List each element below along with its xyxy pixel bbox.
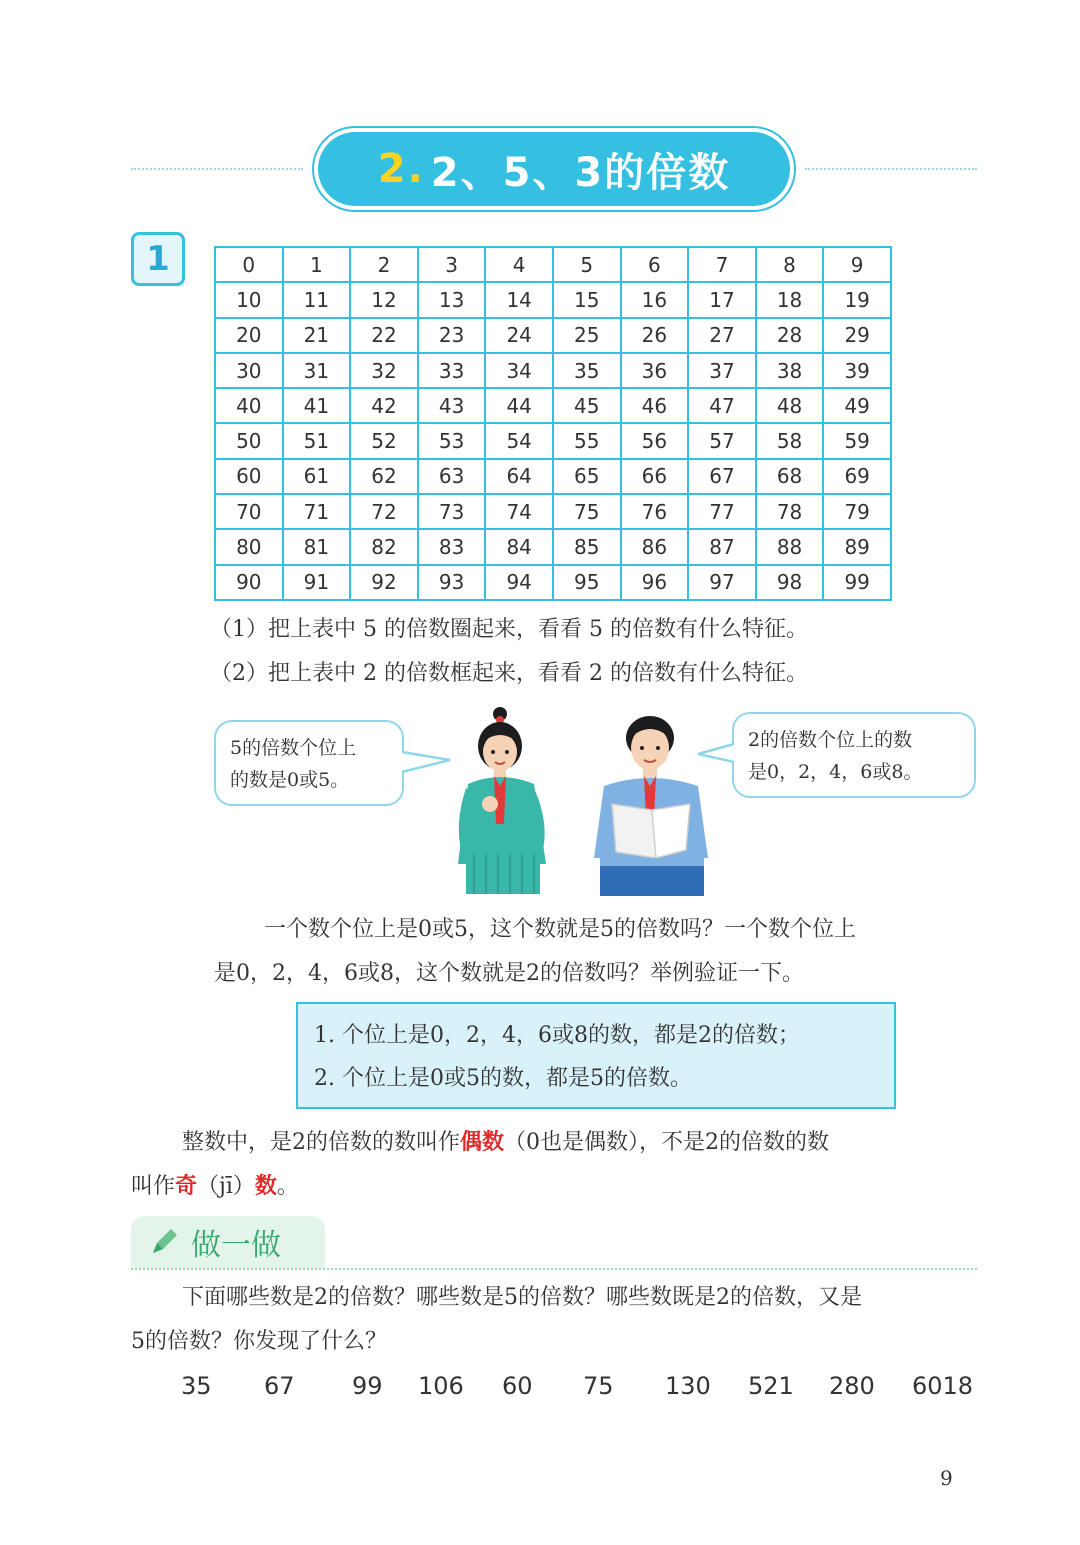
table-cell: 22 xyxy=(350,318,418,353)
table-cell: 93 xyxy=(418,565,486,600)
practice-number: 280 xyxy=(829,1372,875,1400)
table-cell: 77 xyxy=(688,494,756,529)
section-number: 2. xyxy=(377,146,425,192)
odd-number-term-char-2: 数 xyxy=(254,1173,277,1199)
practice-line-1: 下面哪些数是2的倍数？哪些数是5的倍数？哪些数既是2的倍数，又是 xyxy=(182,1285,862,1310)
table-cell: 64 xyxy=(485,459,553,494)
table-cell: 85 xyxy=(553,529,621,564)
table-cell: 78 xyxy=(756,494,824,529)
table-cell: 44 xyxy=(485,388,553,423)
table-cell: 67 xyxy=(688,459,756,494)
table-cell: 33 xyxy=(418,353,486,388)
table-cell: 8 xyxy=(756,247,824,282)
table-cell: 96 xyxy=(621,565,689,600)
table-cell: 7 xyxy=(688,247,756,282)
table-cell: 28 xyxy=(756,318,824,353)
girl-speech-line-1: 5的倍数个位上 xyxy=(230,737,357,759)
table-cell: 86 xyxy=(621,529,689,564)
question-1: （1）把上表中 5 的倍数圈起来，看看 5 的倍数有什么特征。 xyxy=(210,617,808,642)
rule-2: 2. 个位上是0或5的数，都是5的倍数。 xyxy=(314,1066,692,1091)
table-cell: 70 xyxy=(215,494,283,529)
table-cell: 73 xyxy=(418,494,486,529)
table-cell: 19 xyxy=(823,282,891,317)
table-cell: 99 xyxy=(823,565,891,600)
table-cell: 79 xyxy=(823,494,891,529)
table-cell: 31 xyxy=(283,353,351,388)
table-cell: 42 xyxy=(350,388,418,423)
table-cell: 59 xyxy=(823,423,891,458)
table-row xyxy=(215,423,891,458)
table-cell: 29 xyxy=(823,318,891,353)
pencil-icon xyxy=(147,1225,181,1259)
section-title-text: 2、5、3的倍数 xyxy=(430,149,731,196)
table-cell: 54 xyxy=(485,423,553,458)
table-cell: 84 xyxy=(485,529,553,564)
table-cell: 88 xyxy=(756,529,824,564)
table-cell: 23 xyxy=(418,318,486,353)
table-cell: 1 xyxy=(283,247,351,282)
practice-number: 67 xyxy=(264,1372,295,1400)
table-cell: 58 xyxy=(756,423,824,458)
hundred-chart-table xyxy=(214,246,892,601)
practice-number: 60 xyxy=(502,1372,533,1400)
table-cell: 69 xyxy=(823,459,891,494)
table-cell: 60 xyxy=(215,459,283,494)
table-cell: 13 xyxy=(418,282,486,317)
boy-illustration xyxy=(590,708,714,898)
table-cell: 87 xyxy=(688,529,756,564)
table-cell: 72 xyxy=(350,494,418,529)
table-row xyxy=(215,282,891,317)
table-row xyxy=(215,529,891,564)
girl-bubble-tail xyxy=(400,748,452,778)
table-cell: 65 xyxy=(553,459,621,494)
table-cell: 6 xyxy=(621,247,689,282)
table-row xyxy=(215,318,891,353)
practice-number: 521 xyxy=(748,1372,794,1400)
table-cell: 9 xyxy=(823,247,891,282)
table-cell: 14 xyxy=(485,282,553,317)
girl-speech-bubble xyxy=(214,720,404,806)
table-cell: 74 xyxy=(485,494,553,529)
section-title xyxy=(318,132,790,206)
table-cell: 80 xyxy=(215,529,283,564)
table-cell: 92 xyxy=(350,565,418,600)
question-line-2: 是0，2，4，6或8，这个数就是2的倍数吗？举例验证一下。 xyxy=(214,961,804,986)
table-cell: 48 xyxy=(756,388,824,423)
table-cell: 43 xyxy=(418,388,486,423)
table-row xyxy=(215,353,891,388)
table-cell: 20 xyxy=(215,318,283,353)
practice-divider xyxy=(131,1268,977,1270)
boy-speech-bubble xyxy=(732,712,976,798)
table-cell: 39 xyxy=(823,353,891,388)
table-cell: 94 xyxy=(485,565,553,600)
table-cell: 15 xyxy=(553,282,621,317)
table-cell: 12 xyxy=(350,282,418,317)
table-cell: 2 xyxy=(350,247,418,282)
table-cell: 49 xyxy=(823,388,891,423)
table-cell: 98 xyxy=(756,565,824,600)
table-cell: 66 xyxy=(621,459,689,494)
table-cell: 3 xyxy=(418,247,486,282)
table-cell: 38 xyxy=(756,353,824,388)
table-cell: 53 xyxy=(418,423,486,458)
table-cell: 41 xyxy=(283,388,351,423)
girl-speech-line-2: 的数是0或5。 xyxy=(230,769,350,791)
table-cell: 56 xyxy=(621,423,689,458)
practice-number: 75 xyxy=(583,1372,614,1400)
table-cell: 82 xyxy=(350,529,418,564)
table-cell: 35 xyxy=(553,353,621,388)
table-cell: 91 xyxy=(283,565,351,600)
table-cell: 76 xyxy=(621,494,689,529)
table-cell: 55 xyxy=(553,423,621,458)
table-cell: 37 xyxy=(688,353,756,388)
rules-box xyxy=(296,1002,896,1109)
table-cell: 24 xyxy=(485,318,553,353)
table-cell: 40 xyxy=(215,388,283,423)
table-cell: 95 xyxy=(553,565,621,600)
odd-number-term-char: 奇 xyxy=(175,1173,198,1199)
header-left-dots xyxy=(131,168,303,170)
table-cell: 97 xyxy=(688,565,756,600)
table-cell: 89 xyxy=(823,529,891,564)
table-cell: 27 xyxy=(688,318,756,353)
table-cell: 26 xyxy=(621,318,689,353)
table-row xyxy=(215,388,891,423)
table-cell: 81 xyxy=(283,529,351,564)
practice-number: 6018 xyxy=(912,1372,974,1400)
table-cell: 32 xyxy=(350,353,418,388)
definition-text-1: 整数中，是2的倍数的数叫作 xyxy=(182,1130,460,1155)
practice-number: 106 xyxy=(418,1372,464,1400)
table-cell: 0 xyxy=(215,247,283,282)
question-2: （2）把上表中 2 的倍数框起来，看看 2 的倍数有什么特征。 xyxy=(210,661,808,686)
table-cell: 36 xyxy=(621,353,689,388)
table-cell: 68 xyxy=(756,459,824,494)
table-cell: 18 xyxy=(756,282,824,317)
practice-line-2: 5的倍数？你发现了什么？ xyxy=(131,1329,387,1354)
boy-speech-line-2: 是0，2，4，6或8。 xyxy=(748,761,923,783)
table-cell: 10 xyxy=(215,282,283,317)
page-number: 9 xyxy=(940,1466,953,1490)
definition-text-3: 叫作 xyxy=(131,1174,176,1199)
table-row xyxy=(215,494,891,529)
table-cell: 11 xyxy=(283,282,351,317)
table-cell: 17 xyxy=(688,282,756,317)
table-row xyxy=(215,565,891,600)
table-cell: 47 xyxy=(688,388,756,423)
table-cell: 34 xyxy=(485,353,553,388)
table-cell: 5 xyxy=(553,247,621,282)
table-cell: 83 xyxy=(418,529,486,564)
definition-text-2: （0也是偶数），不是2的倍数的数 xyxy=(504,1130,830,1155)
practice-tab xyxy=(131,1216,325,1268)
even-number-term: 偶数 xyxy=(460,1129,505,1155)
table-cell: 50 xyxy=(215,423,283,458)
definition-line-1 xyxy=(182,1120,829,1165)
girl-illustration xyxy=(450,704,556,898)
practice-number: 99 xyxy=(352,1372,383,1400)
odd-pinyin: （jī） xyxy=(197,1174,255,1199)
table-cell: 30 xyxy=(215,353,283,388)
table-cell: 21 xyxy=(283,318,351,353)
boy-speech-line-1: 2的倍数个位上的数 xyxy=(748,729,913,751)
table-cell: 16 xyxy=(621,282,689,317)
table-cell: 51 xyxy=(283,423,351,458)
table-cell: 61 xyxy=(283,459,351,494)
definition-line-2 xyxy=(131,1164,299,1209)
table-cell: 62 xyxy=(350,459,418,494)
practice-number: 35 xyxy=(181,1372,212,1400)
practice-tab-label: 做一做 xyxy=(191,1228,281,1263)
definition-text-4: 。 xyxy=(276,1174,299,1199)
table-cell: 63 xyxy=(418,459,486,494)
table-row xyxy=(215,247,891,282)
table-cell: 4 xyxy=(485,247,553,282)
table-cell: 57 xyxy=(688,423,756,458)
table-cell: 90 xyxy=(215,565,283,600)
table-row xyxy=(215,459,891,494)
table-cell: 46 xyxy=(621,388,689,423)
practice-number: 130 xyxy=(665,1372,711,1400)
rule-1: 1. 个位上是0，2，4，6或8的数，都是2的倍数； xyxy=(314,1023,800,1048)
table-cell: 75 xyxy=(553,494,621,529)
question-line-1: 一个数个位上是0或5，这个数就是5的倍数吗？一个数个位上 xyxy=(264,917,856,942)
header-right-dots xyxy=(805,168,977,170)
table-cell: 71 xyxy=(283,494,351,529)
table-cell: 45 xyxy=(553,388,621,423)
table-cell: 52 xyxy=(350,423,418,458)
exercise-number-badge: 1 xyxy=(131,232,185,286)
table-cell: 25 xyxy=(553,318,621,353)
